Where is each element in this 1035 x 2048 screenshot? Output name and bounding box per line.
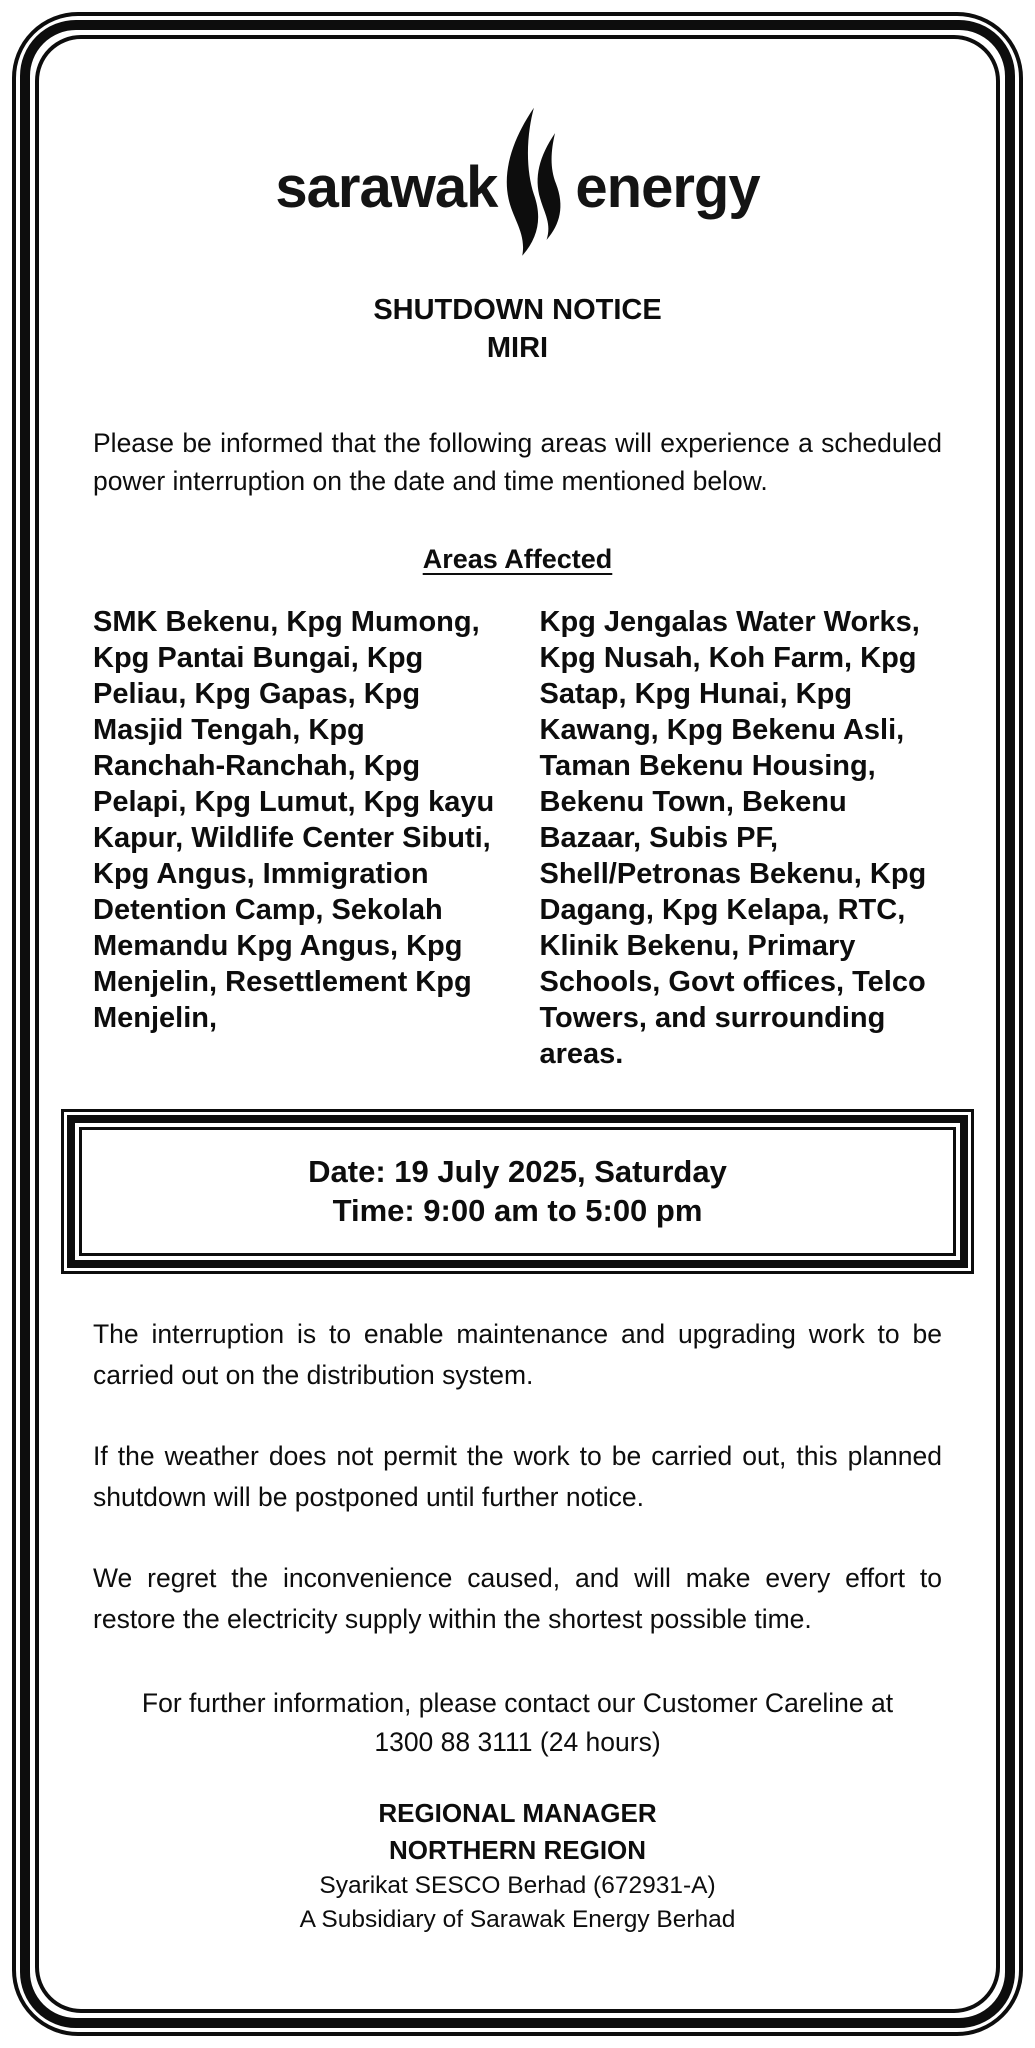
customer-careline xyxy=(53,1684,982,1761)
page-title xyxy=(53,291,982,368)
company-line: Syarikat SESCO Berhad (672931-A) xyxy=(319,1872,716,1900)
maintenance-paragraph: The interruption is to enable maintenance and upgrading work to be carried out on the distribution system. xyxy=(93,1319,942,1391)
logo-word-energy: energy xyxy=(575,154,760,220)
areas-left-column: SMK Bekenu, Kpg Mumong, Kpg Pantai Bungai, Kpg Peliau, Kpg Gapas, Kpg Masjid Tengah, Kpg Ranchah-Ranchah, Kpg Pelapi, Kpg Lumut, Kpg kayu Kapur, Wildlife Center Sibuti, Kpg Angus, Immigration Detention Camp, Sekolah Memandu Kpg Angus, Kpg Menjelin, Resettlement Kpg Menjelin, xyxy=(93,606,495,1034)
regret-paragraph: We regret the inconvenience caused, and will make every effort to restore the electricity supply within the shortest possible time. xyxy=(93,1563,942,1635)
northern-region-line: NORTHERN REGION xyxy=(388,1835,647,1866)
title-shutdown-notice: SHUTDOWN NOTICE xyxy=(373,294,662,326)
decorative-frame xyxy=(12,12,1023,2036)
careline-text: For further information, please contact our Customer Careline at xyxy=(141,1688,894,1719)
title-location: MIRI xyxy=(486,332,549,365)
careline-number: 1300 88 3111 (24 hours) xyxy=(374,1726,661,1757)
schedule-time: Time: 9:00 am to 5:00 pm xyxy=(332,1193,703,1229)
schedule-date: Date: 19 July 2025, Saturday xyxy=(308,1153,727,1189)
intro-paragraph: Please be informed that the following areas will experience a scheduled power interruption on the date and time mentioned below. xyxy=(93,427,942,496)
areas-columns xyxy=(93,605,942,1072)
schedule-box xyxy=(61,1109,974,1274)
sarawak-energy-logo xyxy=(53,97,982,277)
subsidiary-line: A Subsidiary of Sarawak Energy Berhad xyxy=(299,1905,736,1933)
flame-icon xyxy=(499,102,573,272)
regional-manager-line: REGIONAL MANAGER xyxy=(378,1798,657,1829)
areas-affected-heading: Areas Affected xyxy=(422,544,613,575)
weather-paragraph: If the weather does not permit the work to be carried out, this planned shutdown will be postponed until further notice. xyxy=(93,1441,942,1513)
signature-block xyxy=(53,1795,982,1936)
logo-word-sarawak: sarawak xyxy=(275,154,498,220)
areas-right-column: Kpg Jengalas Water Works, Kpg Nusah, Koh Farm, Kpg Satap, Kpg Hunai, Kpg Kawang, Kpg Bekenu Asli, Taman Bekenu Housing, Bekenu Town, Bekenu Bazaar, Subis PF, Shell/Petronas Bekenu, Kpg Dagang, Kpg Kelapa, RTC, Klinik Bekenu, Primary Schools, Govt offices, Telco Towers, and surrounding areas. xyxy=(539,606,927,1070)
